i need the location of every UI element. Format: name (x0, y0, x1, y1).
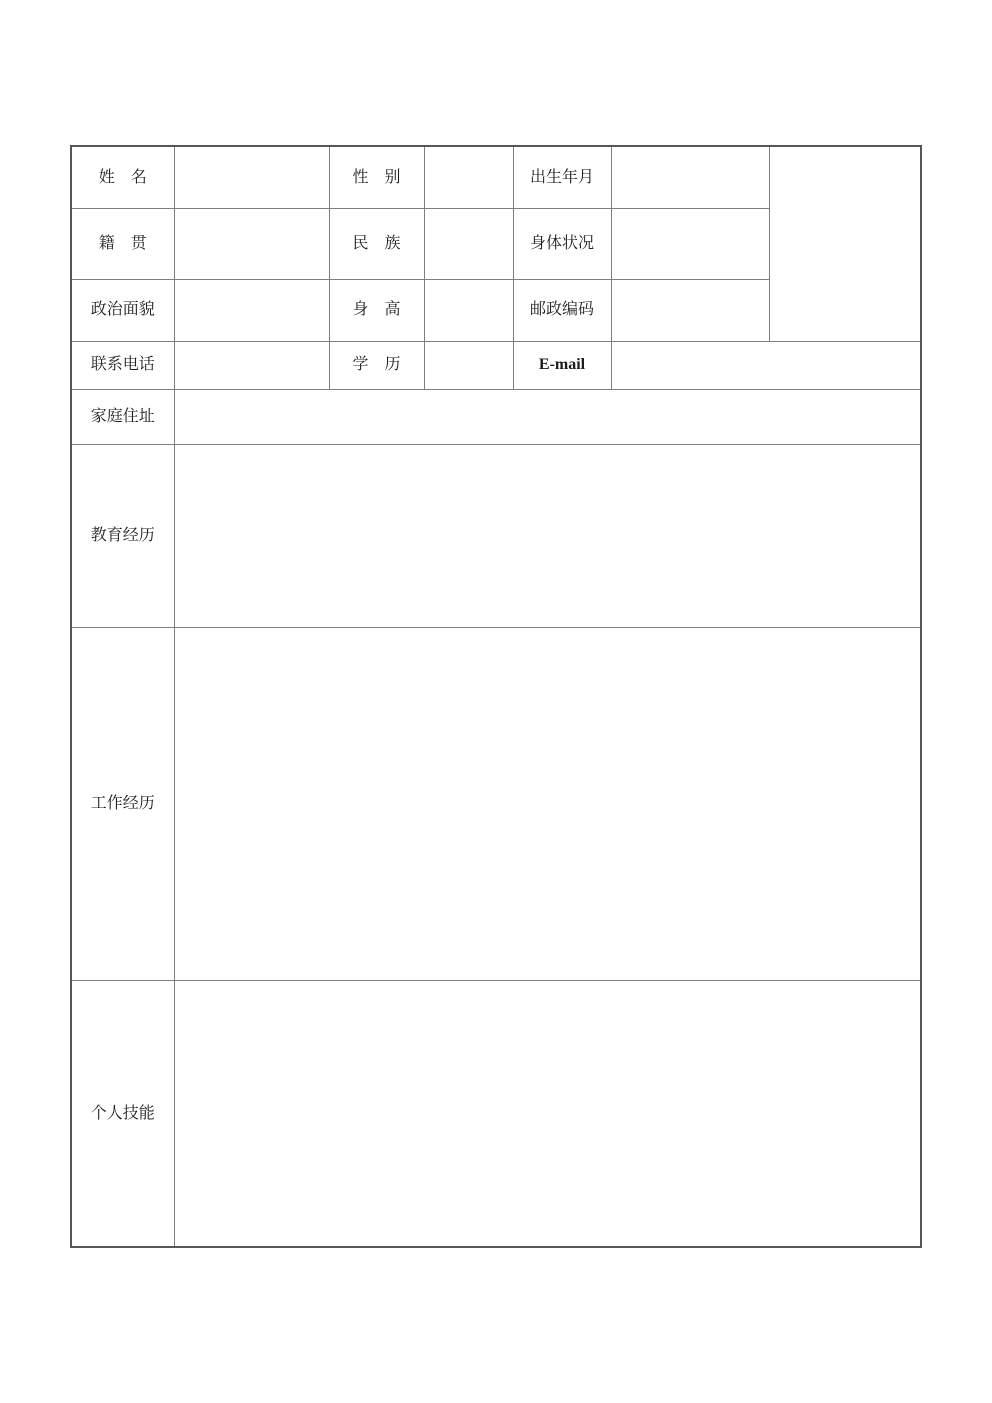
email-field[interactable] (611, 341, 921, 389)
name-field[interactable] (174, 146, 329, 208)
resume-table (70, 145, 922, 1248)
education-history-label: 教育经历 (71, 444, 174, 627)
table-row (71, 389, 921, 444)
work-experience-field[interactable] (174, 627, 921, 980)
education-history-field[interactable] (174, 444, 921, 627)
height-field[interactable] (424, 279, 513, 341)
home-address-field[interactable] (174, 389, 921, 444)
native-place-label: 籍 贯 (71, 208, 174, 279)
phone-label: 联系电话 (71, 341, 174, 389)
political-status-field[interactable] (174, 279, 329, 341)
phone-field[interactable] (174, 341, 329, 389)
table-row (71, 341, 921, 389)
work-experience-label: 工作经历 (71, 627, 174, 980)
table-row (71, 627, 921, 980)
personal-skills-label: 个人技能 (71, 980, 174, 1247)
ethnicity-label: 民 族 (329, 208, 424, 279)
gender-label: 性 别 (329, 146, 424, 208)
email-label: E-mail (513, 341, 611, 389)
table-row (71, 444, 921, 627)
postal-code-label: 邮政编码 (513, 279, 611, 341)
education-level-field[interactable] (424, 341, 513, 389)
name-label: 姓 名 (71, 146, 174, 208)
home-address-label: 家庭住址 (71, 389, 174, 444)
table-row (71, 980, 921, 1247)
health-status-label: 身体状况 (513, 208, 611, 279)
birth-date-field[interactable] (611, 146, 769, 208)
postal-code-field[interactable] (611, 279, 769, 341)
gender-field[interactable] (424, 146, 513, 208)
native-place-field[interactable] (174, 208, 329, 279)
health-status-field[interactable] (611, 208, 769, 279)
ethnicity-field[interactable] (424, 208, 513, 279)
photo-box[interactable] (769, 146, 921, 341)
education-level-label: 学 历 (329, 341, 424, 389)
height-label: 身 高 (329, 279, 424, 341)
political-status-label: 政治面貌 (71, 279, 174, 341)
birth-date-label: 出生年月 (513, 146, 611, 208)
table-row (71, 146, 921, 208)
personal-skills-field[interactable] (174, 980, 921, 1247)
